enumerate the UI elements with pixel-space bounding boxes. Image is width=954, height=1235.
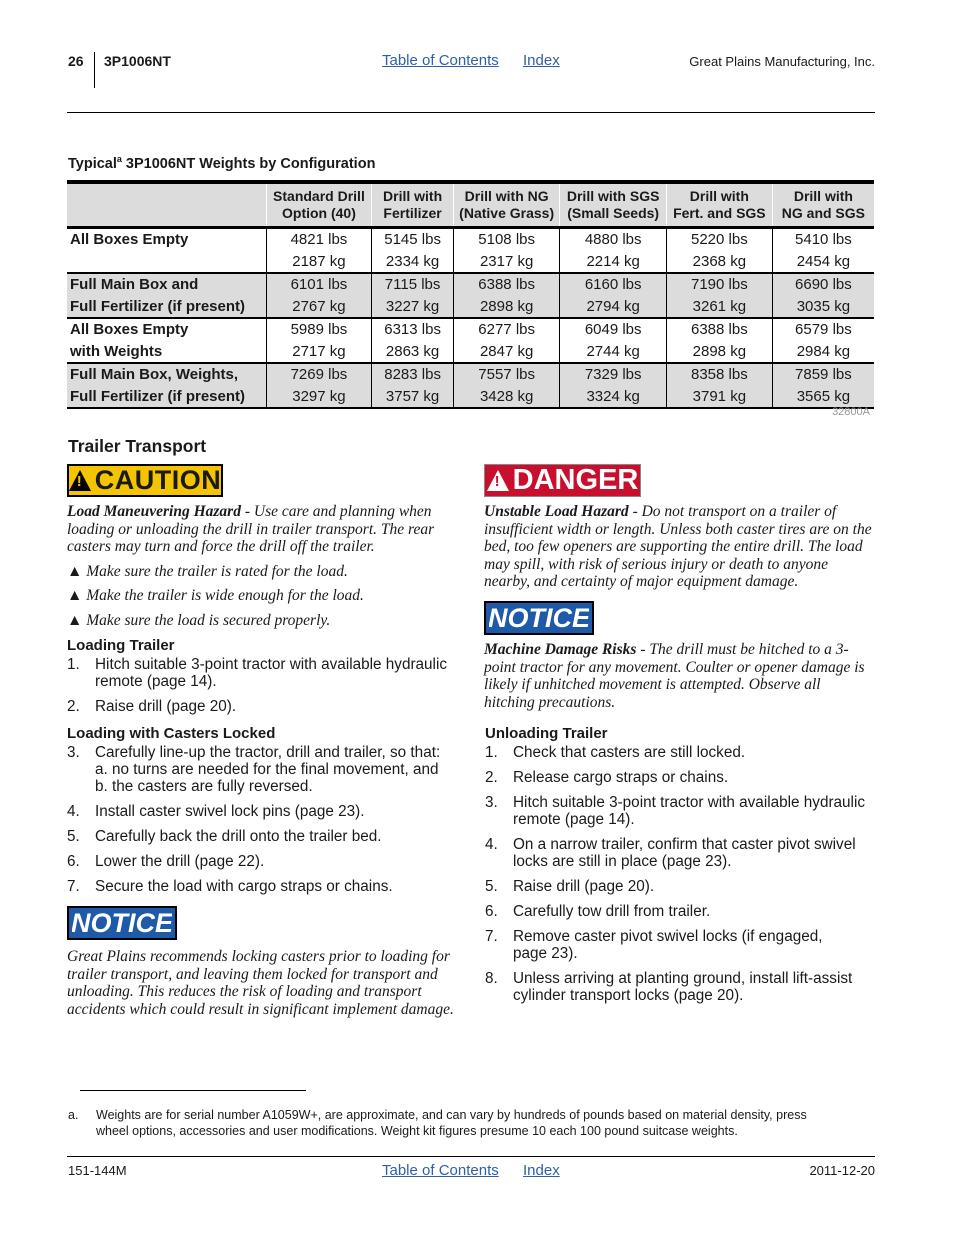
- caution-badge: ! CAUTION: [67, 464, 223, 497]
- notice-badge: NOTICE: [67, 906, 177, 940]
- column-header: Drill with NG and SGS: [772, 182, 874, 228]
- section-title: Trailer Transport: [68, 436, 207, 456]
- list-item: 1. Check that casters are still locked.: [485, 744, 746, 761]
- table-cell: 6313 lbs 2863 kg: [372, 318, 454, 363]
- table-cell: 7329 lbs 3324 kg: [560, 363, 667, 408]
- column-header: Standard Drill Option (40): [266, 182, 372, 228]
- page-number: 26: [68, 53, 84, 69]
- table-cell: 6160 lbs 2794 kg: [560, 273, 667, 318]
- notice-text: Machine Damage Risks - The drill must be hitched to a 3-point tractor for any movement. Coulter or opener damage is likely if unhitched movement is attempted. Observe all hitching precautions.: [484, 641, 865, 711]
- table-cell: 4880 lbs 2214 kg: [560, 228, 667, 274]
- table-cell: 6579 lbs 2984 kg: [772, 318, 874, 363]
- row-label: Full Main Box, Weights, Full Fertilizer (if present): [67, 363, 266, 408]
- company-name: Great Plains Manufacturing, Inc.: [689, 54, 875, 69]
- table-cell: 5220 lbs 2368 kg: [666, 228, 772, 274]
- table-cell: 5108 lbs 2317 kg: [453, 228, 560, 274]
- caution-text: Load Maneuvering Hazard - Use care and planning when loading or unloading the drill in trailer transport. The rear casters may turn and force the drill off the trailer.: [67, 503, 435, 555]
- weights-table: [67, 180, 874, 409]
- document-date: 2011-12-20: [809, 1163, 875, 1178]
- table-cell: 5145 lbs 2334 kg: [372, 228, 454, 274]
- notice-badge: NOTICE: [484, 601, 594, 635]
- column-header: Drill with Fertilizer: [372, 182, 454, 228]
- table-cell: 8283 lbs 3757 kg: [372, 363, 454, 408]
- table-header-row: [67, 182, 874, 228]
- list-item: 2. Release cargo straps or chains.: [485, 769, 729, 786]
- list-item: 1. Hitch suitable 3-point tractor with available hydraulic remote (page 14).: [67, 656, 448, 690]
- table-row: [67, 363, 874, 408]
- danger-text: Unstable Load Hazard - Do not transport on a trailer of insufficient width or length. Unless both caster tires are on the bed, too few openers are supporting the entire drill. The load may spill, with risk of serious injury or death to anyone nearby, and certainty of major equipment damage.: [484, 503, 872, 590]
- table-cell: 7859 lbs 3565 kg: [772, 363, 874, 408]
- table-cell: 6277 lbs 2847 kg: [453, 318, 560, 363]
- table-cell: 6101 lbs 2767 kg: [266, 273, 372, 318]
- index-link[interactable]: Index: [523, 52, 560, 69]
- list-item: 8. Unless arriving at planting ground, install lift-assist cylinder transport locks (page 20).: [485, 970, 853, 1004]
- casters-locked-heading: Loading with Casters Locked: [67, 725, 276, 742]
- column-header: Drill with NG (Native Grass): [453, 182, 560, 228]
- table-cell: 6388 lbs 2898 kg: [453, 273, 560, 318]
- table-cell: 7269 lbs 3297 kg: [266, 363, 372, 408]
- list-item: 4. On a narrow trailer, confirm that caster pivot swivel locks are still in place (page 23).: [485, 836, 856, 870]
- toc-link[interactable]: Table of Contents: [382, 1162, 499, 1179]
- footnote: a. Weights are for serial number A1059W+, are approximate, and can vary by hundreds of pounds based on material density, press wheel options, accessories and user modifications. Weight kit figures presume 10 each 100 pound suitcase weights.: [68, 1108, 807, 1138]
- row-label: All Boxes Empty with Weights: [70, 321, 189, 360]
- toc-link[interactable]: Table of Contents: [382, 52, 499, 69]
- caution-bullet: ▲ Make sure the load is secured properly.: [67, 612, 331, 629]
- caution-bullet: ▲ Make sure the trailer is rated for the load.: [67, 563, 348, 580]
- table-header-blank: [67, 182, 266, 228]
- warning-triangle-icon: [69, 470, 91, 491]
- table-cell: 7115 lbs 3227 kg: [372, 273, 454, 318]
- row-label: Full Main Box and Full Fertilizer (if present): [67, 273, 266, 318]
- model-number: 3P1006NT: [104, 53, 171, 69]
- list-item: 3. Carefully line-up the tractor, drill and trailer, so that: a. no turns are needed for the final movement, and b. the casters are fully reversed.: [67, 744, 441, 795]
- footnote-rule: [80, 1090, 306, 1091]
- table-cell: 5410 lbs 2454 kg: [772, 228, 874, 274]
- unloading-trailer-heading: Unloading Trailer: [485, 725, 608, 742]
- table-row: [67, 273, 874, 318]
- table-cell: 7190 lbs 3261 kg: [666, 273, 772, 318]
- table-cell: 6690 lbs 3035 kg: [772, 273, 874, 318]
- table-row: [67, 318, 874, 363]
- list-item: 6. Carefully tow drill from trailer.: [485, 903, 711, 920]
- table-cell: 7557 lbs 3428 kg: [453, 363, 560, 408]
- list-item: 5. Raise drill (page 20).: [485, 878, 655, 895]
- document-number: 151-144M: [68, 1163, 127, 1178]
- table-cell: 6388 lbs 2898 kg: [666, 318, 772, 363]
- danger-badge: ! DANGER: [484, 464, 641, 497]
- loading-trailer-heading: Loading Trailer: [67, 637, 175, 654]
- table-row: [67, 228, 874, 274]
- list-item: 7. Remove caster pivot swivel locks (if engaged, page 23).: [485, 928, 823, 962]
- figure-code: 32800A: [832, 406, 870, 418]
- header-divider: [94, 52, 95, 88]
- list-item: 3. Hitch suitable 3-point tractor with available hydraulic remote (page 14).: [485, 794, 866, 828]
- column-header: Drill with SGS (Small Seeds): [560, 182, 667, 228]
- table-cell: 8358 lbs 3791 kg: [666, 363, 772, 408]
- table-cell: 5989 lbs 2717 kg: [266, 318, 372, 363]
- notice-text: Great Plains recommends locking casters prior to loading for trailer transport, and leaving them locked for transport and unloading. This reduces the risk of loading and transport accidents which could result in significant implement damage.: [67, 948, 454, 1018]
- table-cell: 6049 lbs 2744 kg: [560, 318, 667, 363]
- list-item: 2. Raise drill (page 20).: [67, 698, 237, 715]
- footer-rule: [67, 1156, 875, 1157]
- table-title: Typical$^a$ 3P1006NT Weights by Configuration: [68, 154, 376, 172]
- row-label: All Boxes Empty: [70, 231, 189, 248]
- column-header: Drill with Fert. and SGS: [666, 182, 772, 228]
- table-cell: 4821 lbs 2187 kg: [266, 228, 372, 274]
- warning-triangle-icon: [487, 470, 509, 491]
- header-rule: [67, 112, 875, 113]
- index-link[interactable]: Index: [523, 1162, 560, 1179]
- caution-bullet: ▲ Make the trailer is wide enough for the load.: [67, 587, 364, 604]
